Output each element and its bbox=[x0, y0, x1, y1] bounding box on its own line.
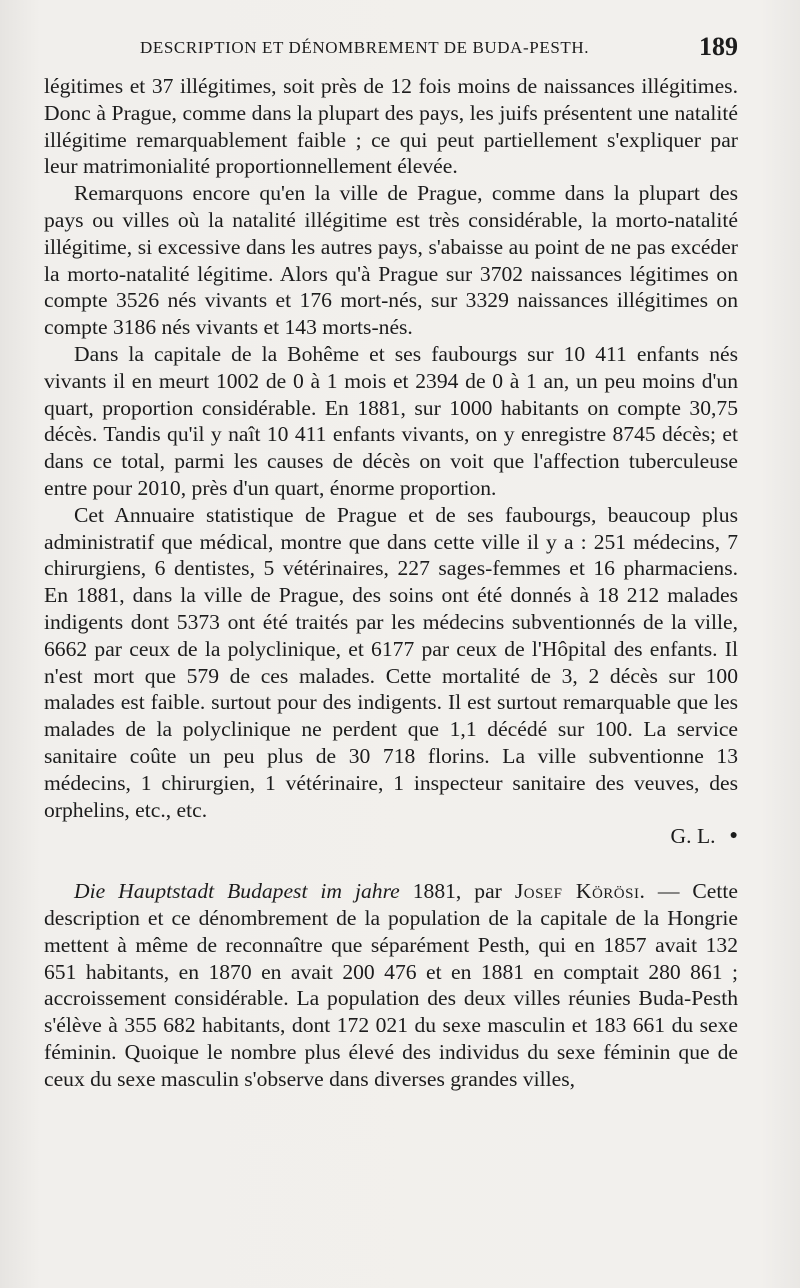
paragraph-1: légitimes et 37 illégitimes, soit près de 12 fois moins de naissances illégitimes. Donc à Prague, comme dans la plupart des pays, les juifs présentent une natalité illégitime remarquablement faible ; ce qui peut partiellement s'expliquer par leur matrimonialité proportionnellement élevée. bbox=[44, 74, 738, 179]
body-text bbox=[44, 73, 738, 1092]
signature: G. L. bbox=[670, 824, 716, 849]
review-text: . — Cette description et ce dénombrement de la population de la capitale de la Hongrie mettent à même de reconnaître que séparément Pesth, qui en 1857 avait 132 651 habitants, en 1870 en avait 200 476 et en 1881 en comptait 280 861 ; accroissement considérable. La population des deux villes réunies Buda-Pesth s'élève à 355 682 habitants, dont 172 021 du sexe masculin et 183 661 du sexe féminin. Quoique le nombre plus élevé des individus du sexe féminin que de ceux du sexe masculin s'observe dans diverses grandes villes, bbox=[44, 879, 738, 1091]
bullet-mark: ● bbox=[729, 828, 738, 844]
review-year: 1881, par bbox=[399, 879, 515, 904]
page-header bbox=[140, 30, 740, 64]
review-author: Josef Körösi bbox=[514, 879, 640, 904]
review-paragraph bbox=[44, 878, 738, 1092]
running-head: DESCRIPTION ET DÉNOMBREMENT DE BUDA-PESTH. bbox=[140, 38, 590, 57]
paragraph-2: Remarquons encore qu'en la ville de Prague, comme dans la plupart des pays ou villes où la natalité illégitime est très considérable, la morto-natalité illégitime, si excessive dans les autres pays, s'abaisse au point de ne pas excéder la morto-natalité légitime. Alors qu'à Prague sur 3702 naissances légitimes on compte 3526 nés vivants et 176 mort-nés, sur 3329 naissances illégitimes on compte 3186 nés vivants et 143 morts-nés. bbox=[44, 181, 738, 340]
signature-line bbox=[44, 823, 738, 850]
page-number: 189 bbox=[699, 32, 738, 61]
review-book-title: Die Hauptstadt Budapest im jahre bbox=[74, 879, 400, 904]
paragraph-3: Dans la capitale de la Bohême et ses faubourgs sur 10 411 enfants nés vivants il en meurt 1002 de 0 à 1 mois et 2394 de 0 à 1 an, un peu moins d'un quart, proportion considérable. En 1881, sur 1000 habitants on compte 30,75 décès. Tandis qu'il y naît 10 411 enfants vivants, on y enregistre 8745 décès; et dans ce total, parmi les causes de décès on voit que l'affection tuberculeuse entre pour 2010, près d'un quart, énorme proportion. bbox=[44, 341, 738, 500]
paragraph-4: Cet Annuaire statistique de Prague et de ses faubourgs, beaucoup plus administratif que médical, montre que dans cette ville il y a : 251 médecins, 7 chirurgiens, 6 dentistes, 5 vétérinaires, 227 sages-femmes et 16 pharmaciens. En 1881, dans la ville de Prague, des soins ont été donnés à 18 212 malades indigents dont 5373 ont été traités par les médecins subventionnés de la ville, 6662 par ceux de la polyclinique, et 6177 par ceux de l'Hôpital des enfants. Il n'est mort que 579 de ces malades. Cette mortalité de 3, 2 décès sur 100 malades est faible. surtout pour des indigents. Il est surtout remarquable que les malades de la polyclinique ne perdent que 1,1 décédé sur 100. La service sanitaire coûte un peu plus de 30 718 florins. La ville subventionne 13 médecins, 1 chirurgien, 1 vétérinaire, 1 inspecteur sanitaire des veuves, des orphelins, etc., etc. bbox=[44, 502, 738, 822]
